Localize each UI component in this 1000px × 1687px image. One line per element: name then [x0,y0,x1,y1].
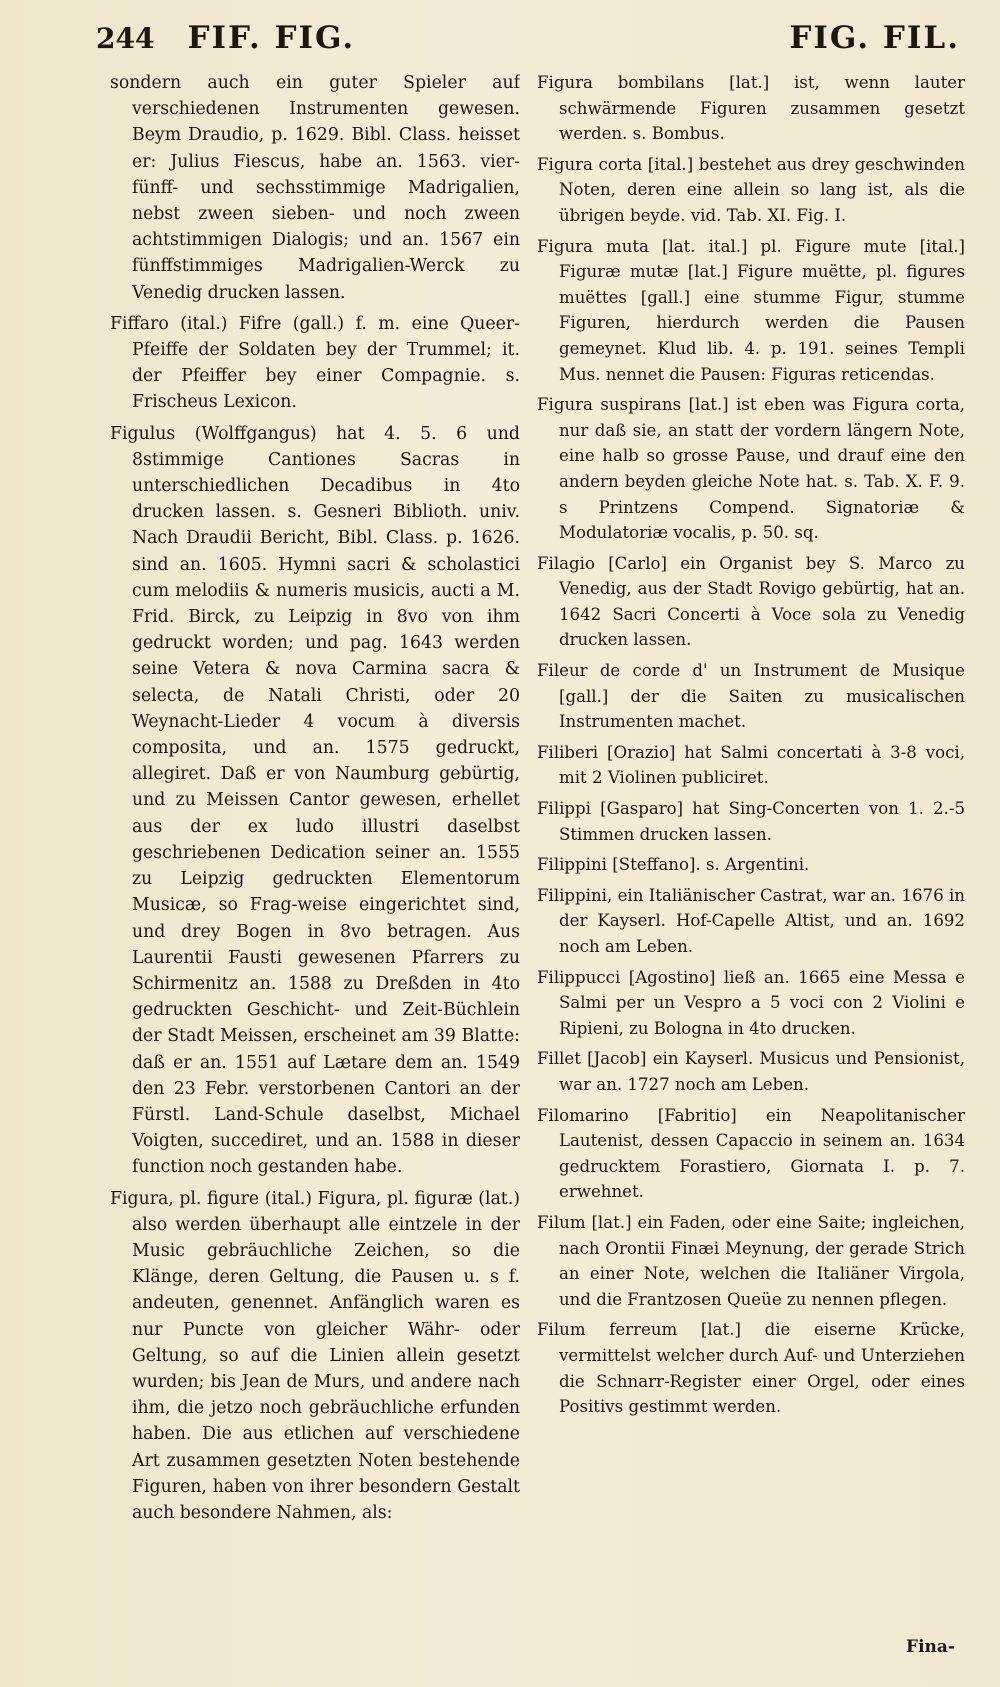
page-number: 244 [96,22,155,55]
entry-fiffaro: Fiffaro (ital.) Fifre (gall.) f. m. eine Queer-Pfeiffe der Soldaten bey der Trummel; it. der Pfeiffer bey einer Compagnie. s. Frischeus Lexicon. [110,313,520,413]
entry-figura-suspirans: Figura suspirans [lat.] ist eben was Figura corta, nur daß sie, an statt der vordern längern Note, eine halb so grosse Pause, und drauf eine den andern beyden gleiche Note hat. s. Tab. X. F. 9. s Printzens Compend. Signatoriæ & Modulatoriæ vocalis, p. 50. sq. [537,395,965,543]
entry-filum: Filum [lat.] ein Faden, oder eine Saite; ingleichen, nach Orontii Finæi Meynung, der gerade Strich an einer Note, welchen die Italiäner Virgola, und die Frantzosen Queüe zu nennen pflegen. [537,1212,965,1309]
left-header [96,20,480,70]
entry-filippucci: Filippucci [Agostino] ließ an. 1665 eine Messa e Salmi per un Vespro a 5 voci con 2 Violini e Ripieni, zu Bologna in 4to drucken. [537,967,965,1038]
entry-filum-ferreum: Filum ferreum [lat.] die eiserne Krücke, vermittelst welcher durch Auf- und Unterziehen die Schnarr-Register einer Orgel, oder eines Positivs gestimmt werden. [537,1320,965,1417]
entry-filagio: Filagio [Carlo] ein Organist bey S. Marco zu Venedig, aus der Stadt Rovigo gebürtig, hat an. 1642 Sacri Concerti à Voce sola zu Venedig drucken lassen. [537,553,965,650]
left-running-head: FIF. FIG. [187,20,356,56]
entry-filippi: Filippi [Gasparo] hat Sing-Concerten von 1. 2.-5 Stimmen drucken lassen. [537,799,965,844]
entry-figura-muta: Figura muta [lat. ital.] pl. Figure mute [ital.] Figuræ mutæ [lat.] Figure muëtte, pl. figures muëttes [gall.] eine stumme Figur, stumme Figuren, hierdurch werden die Pausen gemeynet. Klud lib. 4. p. 191. seines Templi Mus. nennet die Pausen: Figuras reticendas. [537,236,965,384]
left-column [110,70,520,1627]
right-running-head: FIG. FIL. [789,20,960,56]
entry-fiescus-continued: sondern auch ein guter Spieler auf verschiedenen Instrumenten gewesen. Beym Draudio, p. 1629. Bibl. Class. heisset er: Julius Fiescus, habe an. 1563. vier- fünff- und sechsstimmige Madrigalien, nebst zween sieben- und noch zween achtstimmigen Dialogis; und an. 1567 ein fünffstimmiges Madrigalien-Werck zu Venedig drucken lassen. [110,73,520,303]
entry-fileur-de-corde: Fileur de corde d' un Instrument de Musique [gall.] der die Saiten zu musicalischen Instrumenten machet. [537,661,965,732]
entry-filippini-castrat: Filippini, ein Italiänischer Castrat, war an. 1676 in der Kayserl. Hof-Capelle Altist, und an. 1692 noch am Leben. [537,885,965,956]
right-column [537,70,965,1627]
entry-filippini-steffano: Filippini [Steffano]. s. Argentini. [537,855,810,875]
entry-figura-corta: Figura corta [ital.] bestehet aus drey geschwinden Noten, deren eine allein so lang ist, als die übrigen beyde. vid. Tab. XI. Fig. I. [537,154,965,225]
entry-figulus: Figulus (Wolffgangus) hat 4. 5. 6 und 8stimmige Cantiones Sacras in unterschiedlichen Decadibus in 4to drucken lassen. s. Gesneri Biblioth. univ. Nach Draudii Bericht, Bibl. Class. p. 1626. sind an. 1605. Hymni sacri & scholastici cum melodiis & numeris musicis, aucti a M. Frid. Birck, zu Leipzig in 8vo von ihm gedruckt worden; und pag. 1643 werden seine Vetera & nova Carmina sacra & selecta, de Natali Christi, oder 20 Weynacht-Lieder 4 vocum à diversis composita, und an. 1575 gedruckt, allegiret. Daß er von Naumburg gebürtig, und zu Meissen Cantor gewesen, erhellet aus der ex ludo illustri daselbst geschriebenen Dedication seiner an. 1555 zu Leipzig gedruckten Elementorum Musicæ, so Frag-weise eingerichtet sind, und drey Bogen in 8vo betragen. Aus Laurentii Fausti gewesenen Pfarrers zu Schirmenitz an. 1588 zu Dreßden in 4to gedruckten Geschicht- und Zeit-Büchlein der Stadt Meissen, erscheinet am 39 Blatte: daß er an. 1551 auf Lætare dem an. 1549 den 23 Febr. verstorbenen Cantori an der Fürstl. Land-Schule daselbst, Michael Voigten, succediret, und an. 1588 in dieser function noch gestanden habe. [110,423,520,1178]
entry-filiberi: Filiberi [Orazio] hat Salmi concertati à 3-8 voci, mit 2 Violinen publiciret. [537,742,965,788]
entry-figura: Figura, pl. figure (ital.) Figura, pl. figuræ (lat.) also werden überhaupt alle eintzele in der Music gebräuchliche Zeichen, so die Klänge, deren Geltung, die Pausen u. s f. andeuten, genennet. Anfänglich waren es nur Puncte von gleicher Währ- oder Geltung, so auf die Linien allein gesetzt wurden; bis Jean de Murs, und andere nach ihm, die jetzo noch gebräuchliche erfunden haben. Die aus etlichen auf verschiedene Art zusammen gesetzten Noten bestehende Figuren, haben von ihrer besondern Gestalt auch besondere Nahmen, als: [110,1188,520,1523]
entry-figura-bombilans: Figura bombilans [lat.] ist, wenn lauter schwärmende Figuren zusammen gesetzt werden. s. Bombus. [537,73,965,144]
right-header [560,20,960,70]
entry-fillet: Fillet [Jacob] ein Kayserl. Musicus und Pensionist, war an. 1727 noch am Leben. [537,1049,965,1094]
entry-filomarino: Filomarino [Fabritio] ein Neapolitanischer Lautenist, dessen Capaccio in seinem an. 1634 gedrucktem Forastiero, Giornata I. p. 7. erwehnet. [537,1105,965,1202]
catchword: Fina- [906,1637,955,1657]
